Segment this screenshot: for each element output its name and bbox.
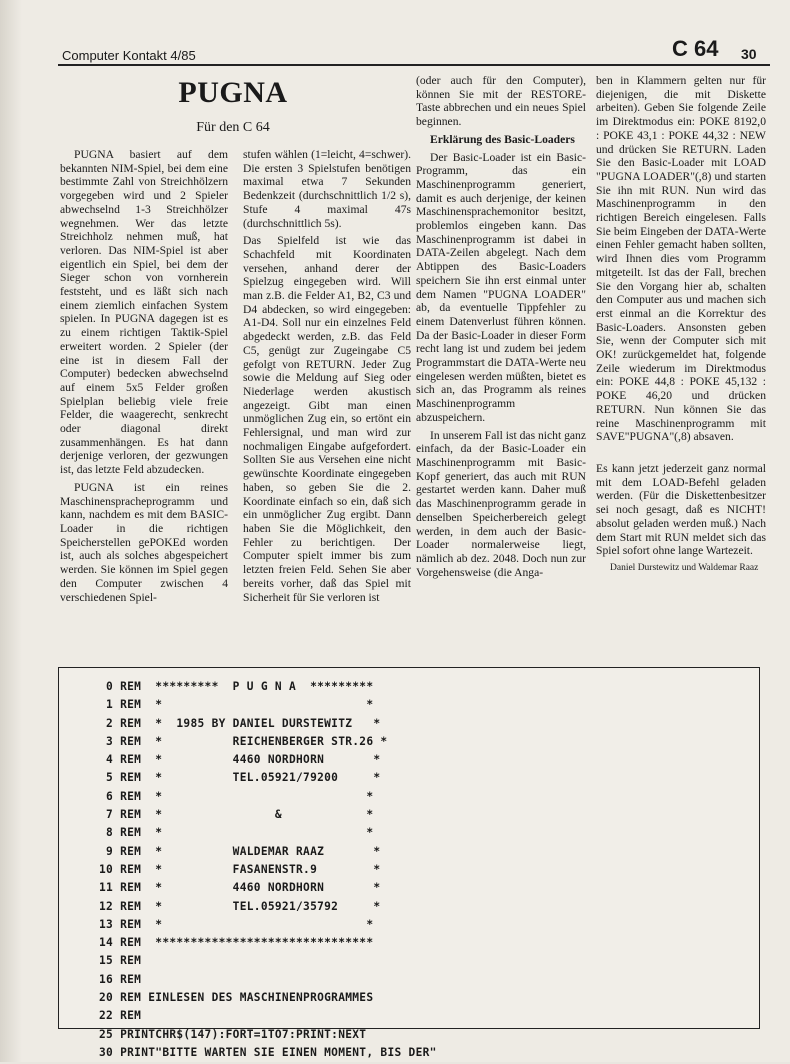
text-column-4 — [596, 74, 766, 576]
listing-line: 5 REM * TEL.05921/79200 * — [99, 771, 381, 785]
listing-line: 0 REM ********* P U G N A ********* — [99, 680, 374, 693]
listing-line: 14 REM ******************************* — [99, 936, 374, 950]
listing-line: 3 REM * REICHENBERGER STR.26 * — [99, 734, 388, 748]
paragraph: (oder auch für den Computer), können Sie mit der RESTORE-Taste abbrechen und ein neues Spiel beginnen. — [416, 74, 586, 129]
listing-line: 4 REM * 4460 NORDHORN * — [99, 753, 381, 767]
page-number: 30 — [741, 46, 757, 62]
paragraph: Das Spielfeld ist wie das Schachfeld mit Koordinaten versehen, anhand derer der Spielzug eingegeben wird. Will man z.B. die Felder A1, B2, C3 und D4 abdecken, so wird eingegeben: A1-D4. Soll nur ein einzelnes Feld abgedeckt werden, z.B. das Feld C5, genügt zur Zugeingabe C5 gefolgt von RETURN. Jeder Zug sowie die Meldung auf Sieg oder Niederlage werden akustisch angezeigt. Gibt man einen unmöglichen Zug ein, so ertönt ein Fehlersignal, und man wird zur nochmaligen Eingabe aufgefordert. Sollten Sie aus Versehen eine nicht gewünschte Koordinate eingegeben haben, so geben Sie die 2. Koordinate einfach so ein, daß sich ein unmöglicher Zug ergibt. Dann haben Sie die Möglichkeit, den Fehler zu berichtigen. Der Computer spielt immer bis zum letzten freien Feld. Sehen Sie aber bereits vorher, daß das Spiel mit Sicherheit für Sie verloren ist — [243, 234, 411, 604]
paragraph: Es kann jetzt jederzeit ganz normal mit dem LOAD-Befehl geladen werden. (Für die Diskettenbesitzer sei noch gesagt, daß es NICHT! absolut geladen werden muß.) Nach dem Start mit RUN meldet sich das Spiel sofort ohne lange Wartezeit. — [596, 461, 766, 558]
listing-line: 12 REM * TEL.05921/35792 * — [99, 899, 381, 913]
listing-line: 11 REM * 4460 NORDHORN * — [99, 881, 381, 895]
paragraph: ben in Klammern gelten nur für diejenigen, die mit Diskette arbeiten). Geben Sie folgende Zeile im Direktmodus ein: POKE 8192,0 : POKE 43,1 : POKE 44,32 : NEW und drücken Sie RETURN. Laden Sie den Basic-Loader mit LOAD "PUGNA LOADER"(,8) und starten Sie ihn mit RUN. Nun wird das Maschinenprogramm in den richtigen Bereich eingelesen. Falls Sie beim Eingeben der DATA-Werte einen Fehler gemacht haben sollten, wird Ihnen dies vom Programm mitgeteilt. Ist das der Fall, brechen Sie den Vorgang hier ab, schalten den Computer aus und machen sich erst einmal an die Korrektur des Basic-Loaders. Ansonsten geben Sie, wenn der Computer sich mit OK! zurückgemeldet hat, folgende Zeile wiederum im Direktmodus ein: POKE 44,8 : POKE 45,132 : POKE 46,20 und drücken RETURN. Nun können Sie das reine Maschinenprogramm mit SAVE"PUGNA"(,8) absaven. — [596, 74, 766, 444]
paragraph: In unserem Fall ist das nicht ganz einfach, da der Basic-Loader ein Maschinenprogramm mit Basic-Kopf generiert, das auch mit RUN gestartet werden kann. Daher muß das Maschinenprogramm gerade in denselben Speicherbereich gelegt werden, in dem auch der Basic-Loader normalerweise liegt, nämlich ab dez. 2048. Doch nun zur Vorgehensweise (die Anga- — [416, 428, 586, 579]
listing-line: 20 REM EINLESEN DES MASCHINENPROGRAMMES — [99, 991, 374, 1005]
listing-lines — [99, 680, 437, 1064]
section-title: C 64 — [672, 36, 719, 61]
article-title: PUGNA — [178, 76, 288, 109]
article-subtitle: Für den C 64 — [196, 120, 270, 135]
listing-line: 7 REM * & * — [99, 808, 374, 822]
listing-line: 9 REM * WALDEMAR RAAZ * — [99, 844, 381, 858]
listing-line: 25 PRINTCHR$(147):FORT=1TO7:PRINT:NEXT — [99, 1027, 367, 1041]
listing-line: 2 REM * 1985 BY DANIEL DURSTEWITZ * — [99, 716, 381, 730]
text-column-1 — [60, 148, 228, 604]
magazine-issue: Computer Kontakt 4/85 — [62, 48, 196, 63]
section-heading: Erklärung des Basic-Loaders — [430, 132, 575, 146]
listing-line: 1 REM * * — [99, 698, 374, 712]
page-edge-shadow — [0, 0, 22, 1062]
listing-line: 8 REM * * — [99, 826, 374, 840]
listing-line: 6 REM * * — [99, 789, 374, 803]
listing-line: 15 REM — [99, 954, 142, 968]
listing-line: 10 REM * FASANENSTR.9 * — [99, 862, 381, 876]
program-listing — [58, 667, 760, 1059]
listing-line: 16 REM — [99, 972, 142, 986]
header-rule — [58, 64, 770, 66]
paragraph: stufen wählen (1=leicht, 4=schwer). Die ersten 3 Spielstufen benötigen maximal etwa 7 Sekunden Bedenkzeit (durchschnittlich 1/2 s), Stufe 4 maximal 47s (durchschnittlich 5s). — [243, 148, 411, 230]
text-column-2 — [243, 148, 411, 604]
authors: Daniel Durstewitz und Waldemar Raaz — [610, 562, 759, 573]
listing-line: 22 REM — [99, 1009, 142, 1023]
paragraph: Der Basic-Loader ist ein Basic-Programm, das ein Maschinenprogramm generiert, damit es auch derjenige, der keinen Maschinensprachemonitor besitzt, problemlos eingeben kann. Das Maschinenprogramm ist dabei in DATA-Zeilen abgelegt. Nach dem Abtippen des Basic-Loaders speichern Sie ihn erst einmal unter dem Namen "PUGNA LOADER" ab, da eventuelle Tippfehler zu einem Datenverlust führen können. Da der Basic-Loader in dieser Form recht lang ist und zudem bei jedem Programmstart die DATA-Werte neu eingelesen werden müßten, bietet es sich an, das Programm als reines Maschinenprogramm abzuspeichern. — [416, 150, 586, 424]
page-header — [58, 36, 770, 66]
text-column-3 — [416, 74, 586, 579]
listing-line: 13 REM * * — [99, 917, 374, 931]
paragraph: PUGNA basiert auf dem bekannten NIM-Spiel, bei dem eine bestimmte Zahl von Streichhölzern vorgegeben wird und 2 Spieler abwechselnd 1-3 Streichhölzer wegnehmen. Wer das letzte Streichholz nehmen muß, hat verloren. Das NIM-Spiel ist aber eigentlich ein Spiel, bei dem der Sieger schon von vornherein feststeht, und es läßt sich nach einem ziemlich einfachen System spielen. In PUGNA dagegen ist es zu einem richtigen Taktik-Spiel erweitert worden. 2 Spieler (der eine ist in diesem Fall der Computer) bedecken abwechselnd auf einem 5x5 Felder großen Spielplan beliebig viele freie Felder, die waagerecht, senkrecht oder diagonal direkt zusammenhängen. Es hat dann derjenige verloren, der gezwungen ist, das letzte Feld abzudecken. — [60, 148, 228, 477]
listing-line: 30 PRINT"BITTE WARTEN SIE EINEN MOMENT, BIS DER" — [99, 1045, 437, 1059]
paragraph: PUGNA ist ein reines Maschinenspracheprogramm und kann, nachdem es mit dem BASIC-Loader in die richtigen Speicherstellen gePOKEd worden ist, auch als solches abgespeichert werden. Sie können im Spiel gegen den Computer zwischen 4 verschiedenen Spiel- — [60, 480, 228, 604]
